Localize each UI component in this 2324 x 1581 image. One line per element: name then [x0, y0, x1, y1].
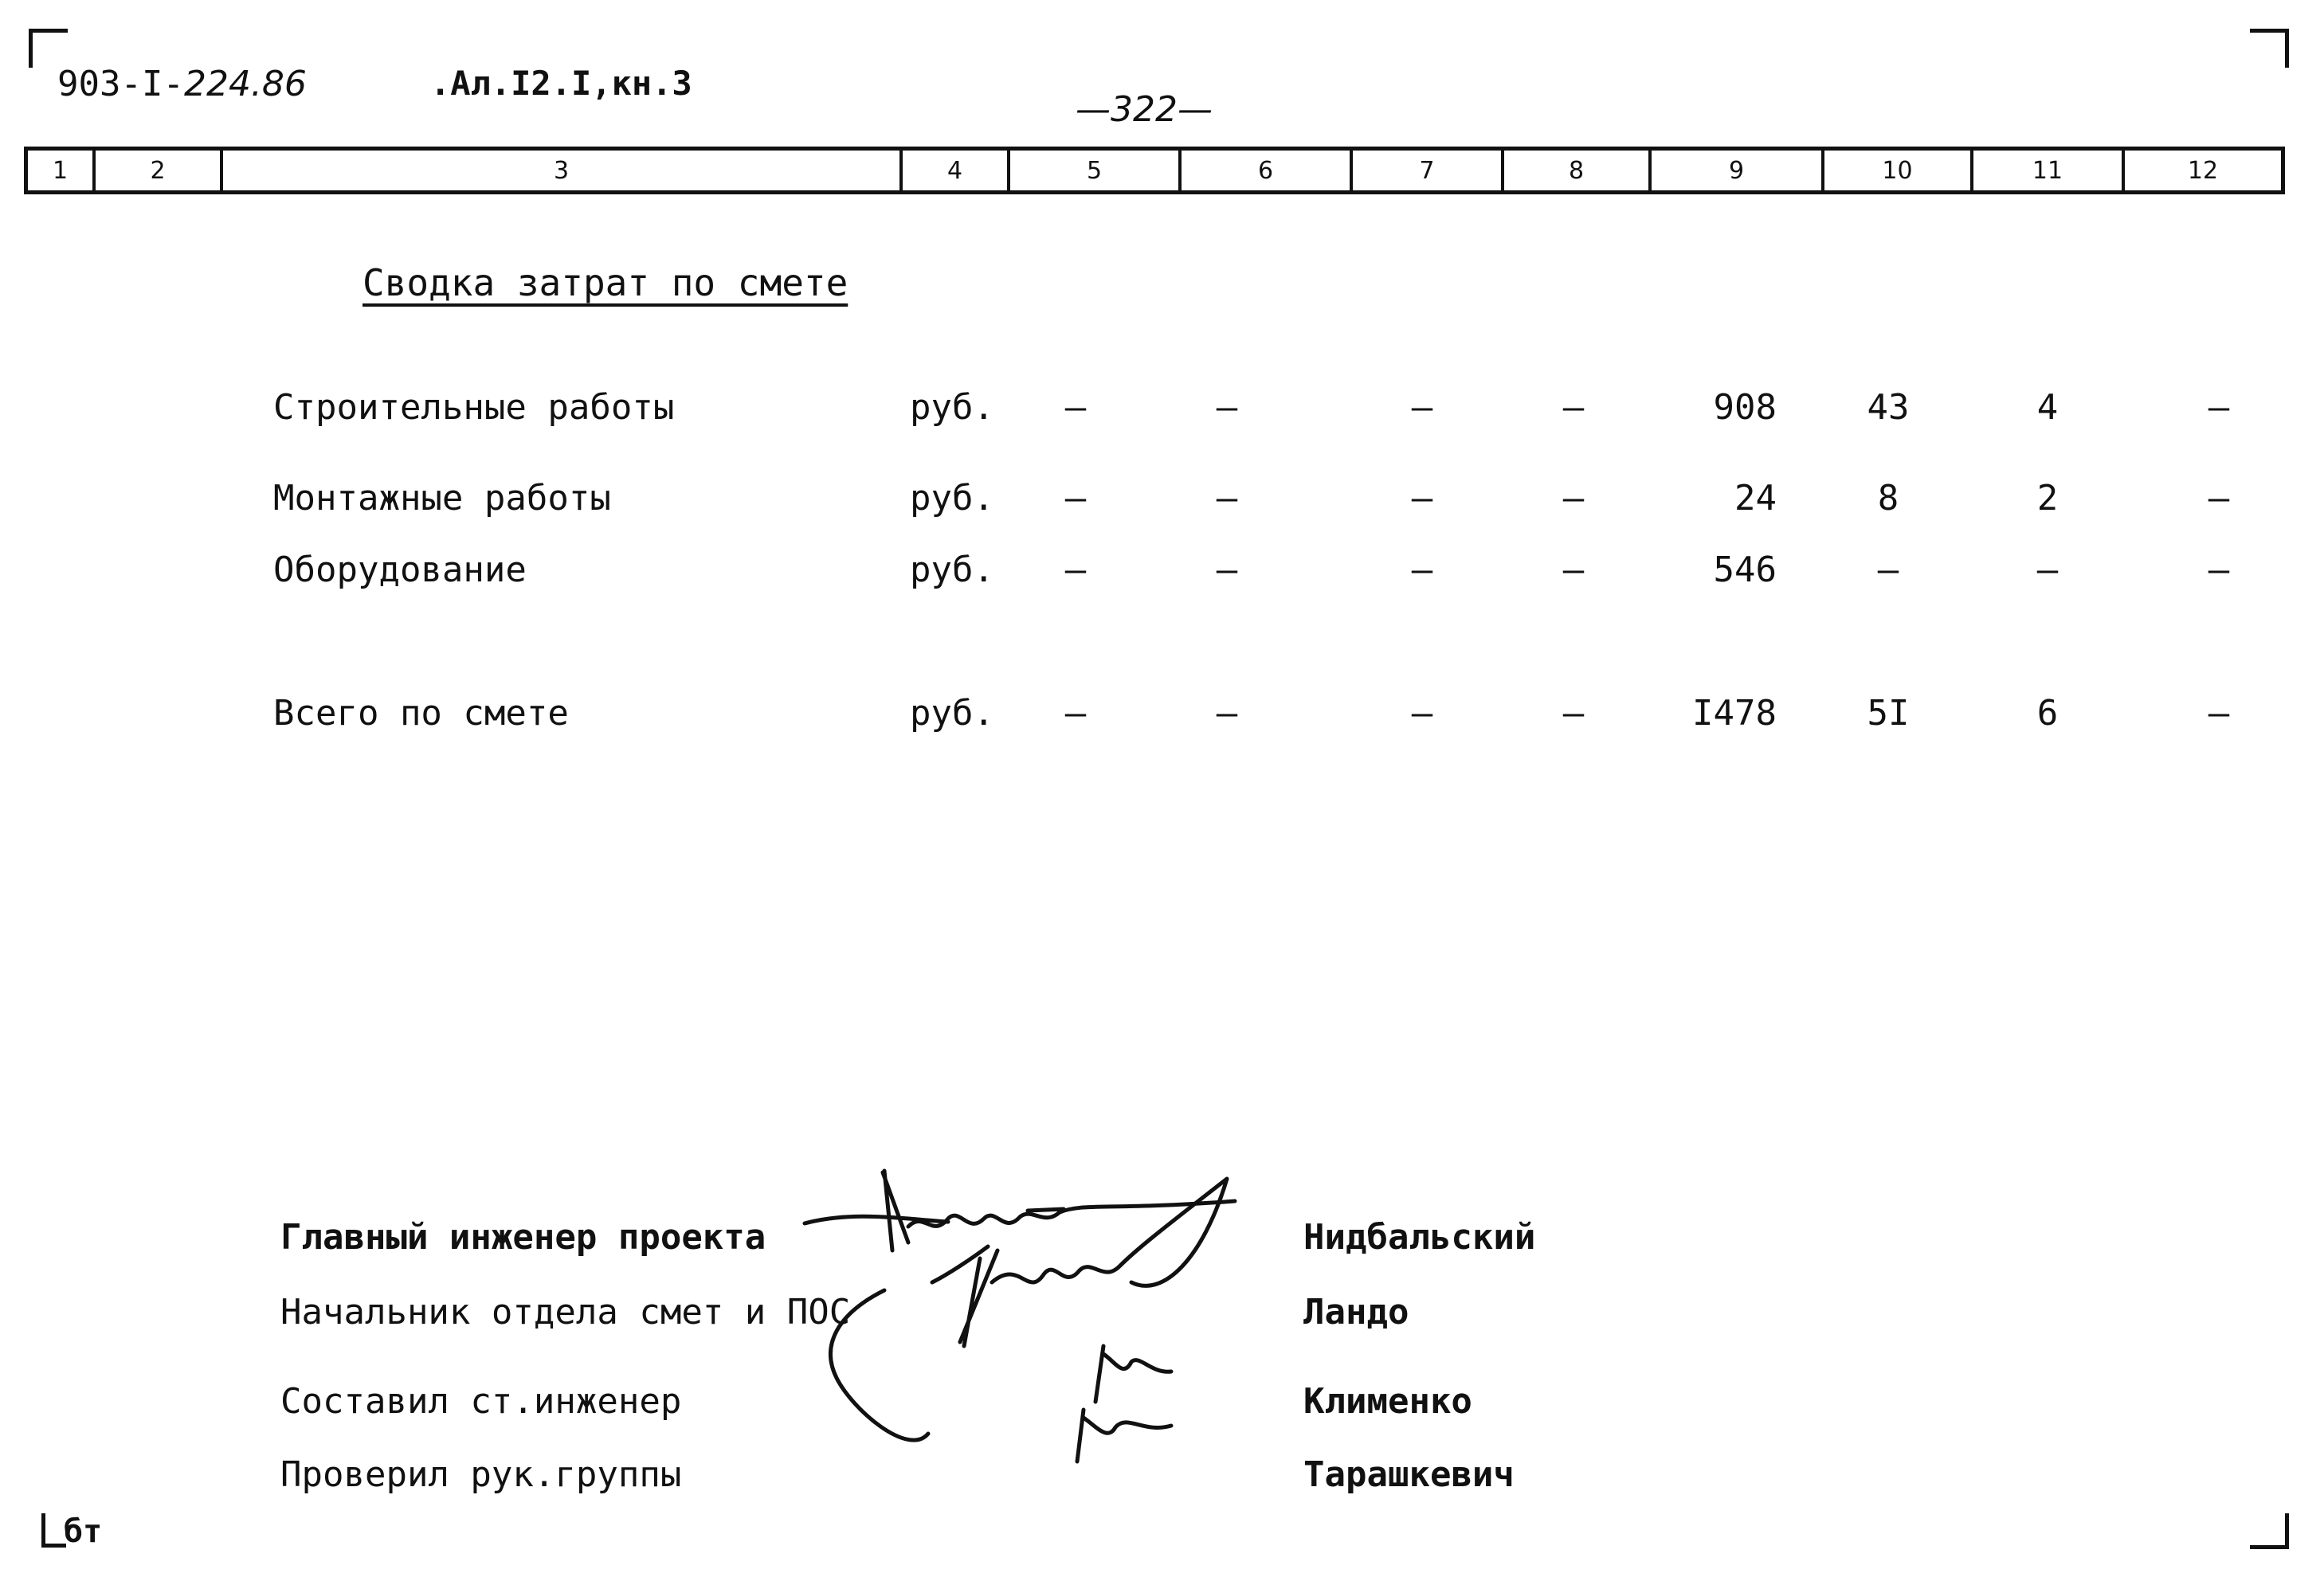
signature-title-dept-head: Начальник отдела смет и ПОС — [280, 1292, 851, 1333]
cell-col10: 5I — [1867, 693, 1910, 734]
page-number: —322— — [1076, 89, 1213, 130]
corner-mark-bottom-right — [2250, 1513, 2289, 1549]
cell-col10: 43 — [1867, 387, 1910, 428]
cell-col7: – — [1411, 387, 1433, 428]
signature-scrawl-checker — [1077, 1410, 1171, 1462]
handwritten-signatures — [789, 1163, 1283, 1497]
corner-mark-top-right — [2250, 29, 2289, 68]
cell-col6: – — [1216, 478, 1238, 519]
column-number: 8 — [1504, 151, 1652, 190]
signature-scrawl-chief-engineer — [805, 1171, 1235, 1250]
column-number: 2 — [96, 151, 223, 190]
signature-name-compiled-by: Клименко — [1303, 1381, 1472, 1422]
cell-col9: I478 — [1692, 693, 1777, 734]
column-number: 3 — [223, 151, 903, 190]
sheet-mark: бт — [64, 1513, 103, 1550]
cell-col6: – — [1216, 550, 1238, 590]
document-code: 903-I-224.86 — [57, 64, 307, 104]
summary-title: Сводка затрат по смете — [363, 261, 848, 304]
cost-row-equipment — [0, 550, 2324, 597]
cell-col12: – — [2208, 387, 2230, 428]
column-number: 10 — [1824, 151, 1973, 190]
cell-col5: – — [1064, 693, 1087, 734]
column-number: 7 — [1353, 151, 1504, 190]
cell-col11: 2 — [2036, 478, 2059, 519]
row-unit: руб. — [910, 550, 994, 590]
signature-name-checked-by: Тарашкевич — [1303, 1454, 1515, 1495]
column-number: 5 — [1010, 151, 1182, 190]
cell-col8: – — [1562, 693, 1585, 734]
cell-col9: 24 — [1734, 478, 1777, 519]
cell-col12: – — [2208, 478, 2230, 519]
cell-col12: – — [2208, 550, 2230, 590]
column-number: 9 — [1652, 151, 1824, 190]
row-label: Оборудование — [273, 550, 527, 590]
cost-row-installation — [0, 478, 2324, 526]
cell-col10: – — [1877, 550, 1899, 590]
cell-col11: 4 — [2036, 387, 2059, 428]
album-reference: .Ал.I2.I,кн.3 — [430, 64, 692, 103]
row-label: Строительные работы — [273, 387, 675, 428]
cell-col7: – — [1411, 693, 1433, 734]
column-number: 12 — [2187, 156, 2219, 185]
cost-row-construction — [0, 387, 2324, 435]
signature-name-chief-engineer: Нидбальский — [1303, 1217, 1536, 1258]
cell-col5: – — [1064, 387, 1087, 428]
cell-col6: – — [1216, 693, 1238, 734]
cell-col11: – — [2036, 550, 2059, 590]
cell-col10: 8 — [1877, 478, 1899, 519]
cell-col9: 546 — [1713, 550, 1777, 590]
cell-col9: 908 — [1713, 387, 1777, 428]
cell-col8: – — [1562, 478, 1585, 519]
row-unit: руб. — [910, 478, 994, 519]
cell-col11: 6 — [2036, 693, 2059, 734]
cell-col8: – — [1562, 387, 1585, 428]
row-label: Монтажные работы — [273, 478, 611, 519]
corner-mark-bottom-left — [41, 1513, 66, 1548]
column-number: 1 — [28, 151, 96, 190]
cell-col7: – — [1411, 550, 1433, 590]
column-number: 4 — [903, 151, 1010, 190]
column-number-strip — [24, 147, 2285, 194]
signature-title-compiled-by: Составил ст.инженер — [280, 1381, 682, 1422]
signature-title-chief-engineer: Главный инженер проекта — [280, 1217, 766, 1258]
cost-row-total — [0, 693, 2324, 741]
row-unit: руб. — [910, 693, 994, 734]
signature-title-checked-by: Проверил рук.группы — [280, 1454, 682, 1495]
document-code-handwritten: 224.86 — [183, 64, 307, 104]
corner-mark-top-left — [29, 29, 68, 68]
column-number: 6 — [1182, 151, 1353, 190]
cell-col12: – — [2208, 693, 2230, 734]
row-unit: руб. — [910, 387, 994, 428]
signature-scrawl-compiler — [1095, 1346, 1171, 1402]
cell-col5: – — [1064, 550, 1087, 590]
cell-col5: – — [1064, 478, 1087, 519]
cell-col6: – — [1216, 387, 1238, 428]
row-label: Всего по смете — [273, 693, 569, 734]
signature-name-dept-head: Ландо — [1303, 1292, 1409, 1333]
column-number: 11 — [1973, 151, 2125, 190]
cell-col8: – — [1562, 550, 1585, 590]
cell-col7: – — [1411, 478, 1433, 519]
